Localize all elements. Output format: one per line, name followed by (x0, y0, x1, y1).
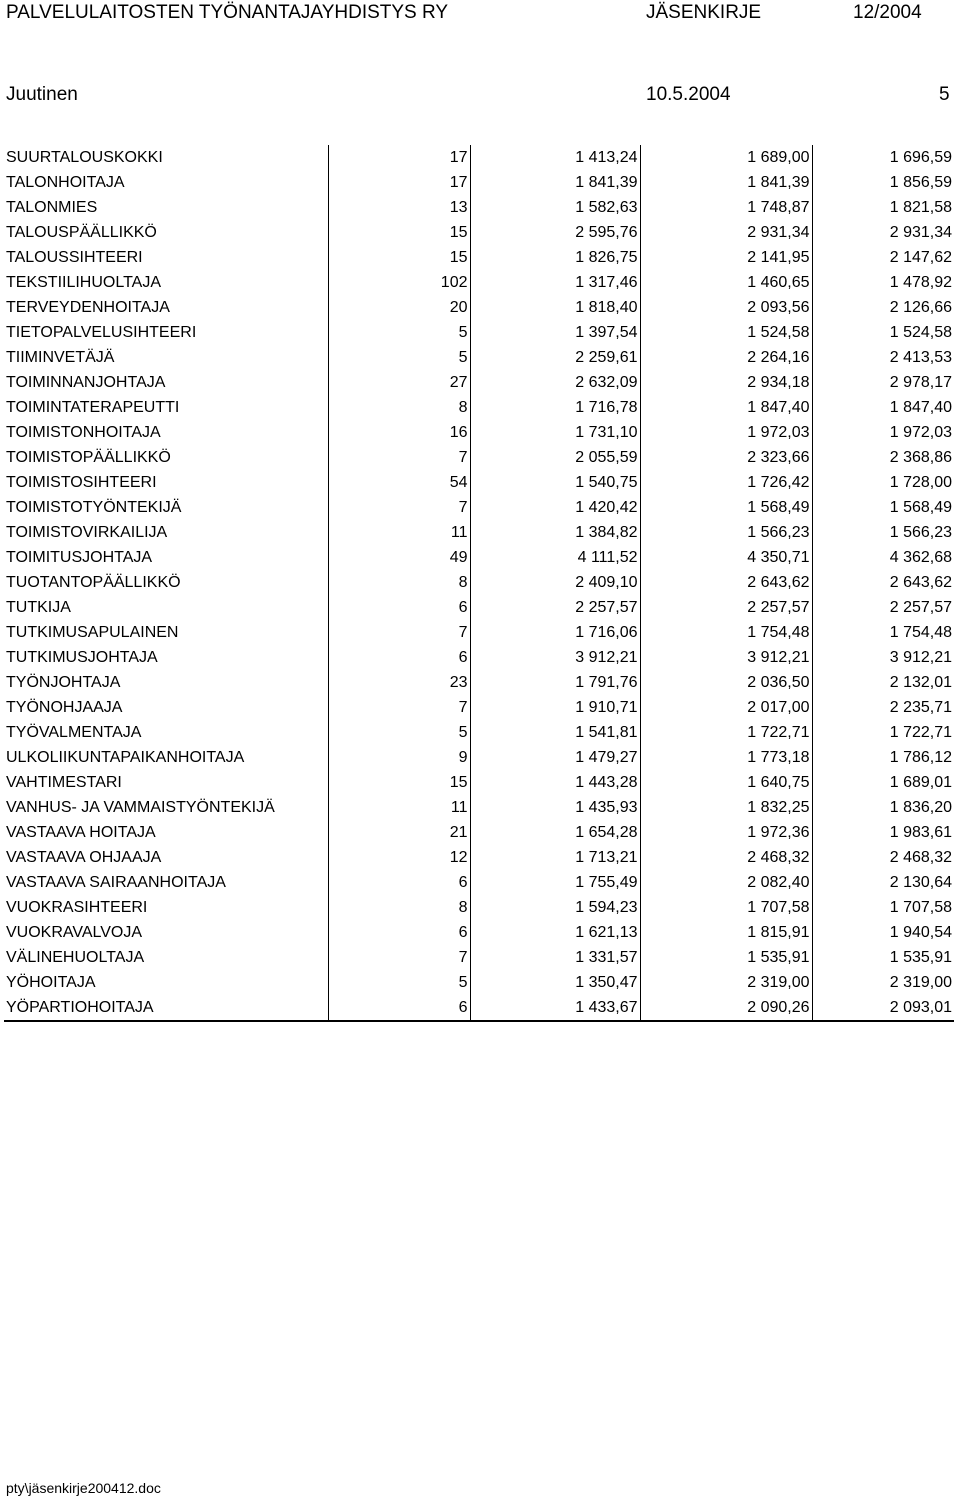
table-row (4, 220, 954, 245)
employee-count-cell: 5 (328, 320, 470, 345)
page-number: 5 (939, 84, 950, 105)
salary-value-2-cell: 1 689,00 (640, 145, 812, 170)
table-row (4, 345, 954, 370)
employee-count-cell: 15 (328, 770, 470, 795)
employee-count-cell: 12 (328, 845, 470, 870)
employee-count-cell: 17 (328, 170, 470, 195)
salary-value-3-cell: 1 707,58 (812, 895, 954, 920)
salary-value-3-cell: 2 126,66 (812, 295, 954, 320)
salary-value-3-cell: 2 130,64 (812, 870, 954, 895)
table-row (4, 870, 954, 895)
table-row (4, 370, 954, 395)
job-title-cell: VÄLINEHUOLTAJA (6, 949, 145, 966)
job-title-cell: TOIMISTONHOITAJA (6, 424, 161, 441)
salary-value-2-cell: 2 643,62 (640, 570, 812, 595)
header-organization: PALVELULAITOSTEN TYÖNANTAJAYHDISTYS RY (6, 2, 449, 23)
salary-value-2-cell: 1 972,03 (640, 420, 812, 445)
salary-value-3-cell: 1 940,54 (812, 920, 954, 945)
job-title-cell: TUTKIMUSJOHTAJA (6, 649, 158, 666)
salary-value-1-cell: 1 384,82 (470, 520, 640, 545)
salary-value-1-cell: 2 632,09 (470, 370, 640, 395)
salary-value-2-cell: 1 726,42 (640, 470, 812, 495)
salary-value-3-cell: 1 478,92 (812, 270, 954, 295)
salary-value-3-cell: 1 786,12 (812, 745, 954, 770)
salary-value-2-cell: 2 141,95 (640, 245, 812, 270)
salary-table-body (4, 145, 954, 1021)
employee-count-cell: 17 (328, 145, 470, 170)
salary-value-3-cell: 1 856,59 (812, 170, 954, 195)
employee-count-cell: 8 (328, 570, 470, 595)
job-title-cell: YÖHOITAJA (6, 974, 96, 991)
table-row (4, 670, 954, 695)
salary-value-2-cell: 2 093,56 (640, 295, 812, 320)
salary-value-3-cell: 2 413,53 (812, 345, 954, 370)
job-title-cell: TALOUSPÄÄLLIKKÖ (6, 224, 157, 241)
job-title-cell: VASTAAVA SAIRAANHOITAJA (6, 874, 226, 891)
header-document-number: 12/2004 (853, 2, 922, 23)
salary-value-3-cell: 2 643,62 (812, 570, 954, 595)
employee-count-cell: 102 (328, 270, 470, 295)
salary-value-1-cell: 1 331,57 (470, 945, 640, 970)
salary-value-2-cell: 1 460,65 (640, 270, 812, 295)
footer-filename: pty\jäsenkirje200412.doc (6, 1480, 161, 1496)
salary-value-1-cell: 1 540,75 (470, 470, 640, 495)
table-row (4, 295, 954, 320)
salary-value-3-cell: 1 728,00 (812, 470, 954, 495)
salary-value-2-cell: 2 468,32 (640, 845, 812, 870)
table-row (4, 270, 954, 295)
salary-value-1-cell: 1 713,21 (470, 845, 640, 870)
subheader-date: 10.5.2004 (646, 84, 731, 105)
employee-count-cell: 7 (328, 445, 470, 470)
table-row (4, 770, 954, 795)
job-title-cell: YÖPARTIOHOITAJA (4, 995, 328, 1021)
salary-value-3-cell: 1 972,03 (812, 420, 954, 445)
job-title-cell: VAHTIMESTARI (6, 774, 122, 791)
employee-count-cell: 9 (328, 745, 470, 770)
salary-value-3-cell: 1 821,58 (812, 195, 954, 220)
salary-value-1-cell: 1 594,23 (470, 895, 640, 920)
salary-value-3-cell: 2 257,57 (812, 595, 954, 620)
job-title-cell: VUOKRAVALVOJA (6, 924, 143, 941)
table-row (4, 620, 954, 645)
table-row (4, 495, 954, 520)
salary-value-2-cell: 2 017,00 (640, 695, 812, 720)
job-title-cell: VANHUS- JA VAMMAISTYÖNTEKIJÄ (6, 799, 275, 816)
employee-count-cell: 49 (328, 545, 470, 570)
table-row (4, 320, 954, 345)
salary-value-3-cell: 1 847,40 (812, 395, 954, 420)
table-row (4, 745, 954, 770)
salary-value-2-cell: 1 832,25 (640, 795, 812, 820)
table-row (4, 420, 954, 445)
salary-value-1-cell: 4 111,52 (470, 545, 640, 570)
salary-value-3-cell: 1 722,71 (812, 720, 954, 745)
table-row (4, 595, 954, 620)
salary-value-3-cell: 4 362,68 (812, 545, 954, 570)
salary-value-1-cell: 1 443,28 (470, 770, 640, 795)
table-row (4, 970, 954, 995)
salary-value-3-cell: 1 836,20 (812, 795, 954, 820)
salary-value-2-cell: 1 841,39 (640, 170, 812, 195)
table-row (4, 520, 954, 545)
salary-value-1-cell: 1 841,39 (470, 170, 640, 195)
table-row (4, 695, 954, 720)
salary-value-2-cell: 2 082,40 (640, 870, 812, 895)
salary-value-1-cell: 1 731,10 (470, 420, 640, 445)
table-row (4, 720, 954, 745)
salary-value-3-cell: 2 319,00 (812, 970, 954, 995)
employee-count-cell: 5 (328, 970, 470, 995)
table-row (4, 920, 954, 945)
salary-value-3-cell: 1 524,58 (812, 320, 954, 345)
job-title-cell: TALONMIES (6, 199, 98, 216)
table-row (4, 795, 954, 820)
table-row (4, 645, 954, 670)
job-title-cell: VASTAAVA OHJAAJA (6, 849, 162, 866)
salary-value-3-cell: 1 689,01 (812, 770, 954, 795)
salary-value-2-cell: 2 934,18 (640, 370, 812, 395)
salary-value-1-cell: 1 621,13 (470, 920, 640, 945)
salary-value-1-cell: 1 716,06 (470, 620, 640, 645)
salary-value-1-cell: 3 912,21 (470, 645, 640, 670)
table-row (4, 395, 954, 420)
employee-count-cell: 27 (328, 370, 470, 395)
table-row (4, 995, 954, 1021)
job-title-cell: TOIMISTOSIHTEERI (6, 474, 157, 491)
job-title-cell: TUTKIJA (6, 599, 71, 616)
employee-count-cell: 54 (328, 470, 470, 495)
job-title-cell: TERVEYDENHOITAJA (6, 299, 170, 316)
job-title-cell: TYÖVALMENTAJA (6, 724, 142, 741)
salary-value-2-cell: 2 036,50 (640, 670, 812, 695)
salary-value-3-cell: 2 132,01 (812, 670, 954, 695)
employee-count-cell: 7 (328, 945, 470, 970)
salary-value-1-cell: 1 317,46 (470, 270, 640, 295)
employee-count-cell: 15 (328, 220, 470, 245)
salary-value-2-cell: 1 566,23 (640, 520, 812, 545)
salary-value-1-cell: 2 409,10 (470, 570, 640, 595)
table-row (4, 195, 954, 220)
employee-count-cell: 20 (328, 295, 470, 320)
salary-value-2-cell: 1 707,58 (640, 895, 812, 920)
employee-count-cell: 11 (328, 520, 470, 545)
salary-value-2-cell: 1 535,91 (640, 945, 812, 970)
job-title-cell: TOIMITUSJOHTAJA (6, 549, 153, 566)
employee-count-cell: 6 (328, 595, 470, 620)
salary-value-1-cell: 1 413,24 (470, 145, 640, 170)
salary-value-2-cell: 3 912,21 (640, 645, 812, 670)
salary-value-1-cell: 1 755,49 (470, 870, 640, 895)
salary-value-2-cell: 1 640,75 (640, 770, 812, 795)
salary-value-2-cell: 2 090,26 (640, 995, 812, 1021)
table-row (4, 570, 954, 595)
employee-count-cell: 8 (328, 895, 470, 920)
salary-value-2-cell: 2 319,00 (640, 970, 812, 995)
job-title-cell: TUOTANTOPÄÄLLIKKÖ (6, 574, 181, 591)
job-title-cell: TOIMISTOVIRKAILIJA (6, 524, 168, 541)
salary-value-1-cell: 2 055,59 (470, 445, 640, 470)
job-title-cell: TALOUSSIHTEERI (6, 249, 143, 266)
salary-value-3-cell: 1 754,48 (812, 620, 954, 645)
salary-value-3-cell: 1 983,61 (812, 820, 954, 845)
job-title-cell: TOIMINTATERAPEUTTI (6, 399, 180, 416)
job-title-cell: VASTAAVA HOITAJA (6, 824, 156, 841)
employee-count-cell: 6 (328, 920, 470, 945)
job-title-cell: TYÖNJOHTAJA (6, 674, 121, 691)
job-title-cell: ULKOLIIKUNTAPAIKANHOITAJA (6, 749, 245, 766)
employee-count-cell: 6 (328, 995, 470, 1021)
employee-count-cell: 23 (328, 670, 470, 695)
table-row (4, 895, 954, 920)
salary-value-1-cell: 1 435,93 (470, 795, 640, 820)
salary-value-2-cell: 1 754,48 (640, 620, 812, 645)
salary-value-1-cell: 1 350,47 (470, 970, 640, 995)
salary-value-1-cell: 2 595,76 (470, 220, 640, 245)
job-title-cell: VUOKRASIHTEERI (6, 899, 148, 916)
salary-value-2-cell: 2 931,34 (640, 220, 812, 245)
employee-count-cell: 7 (328, 620, 470, 645)
job-title-cell: TUTKIMUSAPULAINEN (6, 624, 179, 641)
salary-value-2-cell: 1 815,91 (640, 920, 812, 945)
employee-count-cell: 6 (328, 645, 470, 670)
salary-value-3-cell: 2 368,86 (812, 445, 954, 470)
table-row (4, 845, 954, 870)
salary-value-1-cell: 1 654,28 (470, 820, 640, 845)
salary-value-3-cell: 2 468,32 (812, 845, 954, 870)
employee-count-cell: 5 (328, 345, 470, 370)
salary-value-1-cell: 2 259,61 (470, 345, 640, 370)
salary-value-3-cell: 2 978,17 (812, 370, 954, 395)
salary-value-2-cell: 4 350,71 (640, 545, 812, 570)
salary-value-2-cell: 1 524,58 (640, 320, 812, 345)
table-row (4, 945, 954, 970)
salary-value-3-cell: 2 093,01 (812, 995, 954, 1021)
subheader-month: Juutinen (6, 84, 78, 105)
salary-value-3-cell: 3 912,21 (812, 645, 954, 670)
salary-value-3-cell: 2 147,62 (812, 245, 954, 270)
employee-count-cell: 5 (328, 720, 470, 745)
salary-value-3-cell: 2 931,34 (812, 220, 954, 245)
employee-count-cell: 15 (328, 245, 470, 270)
job-title-cell: TIIMINVETÄJÄ (6, 349, 115, 366)
salary-value-3-cell: 1 696,59 (812, 145, 954, 170)
salary-value-1-cell: 1 433,67 (470, 995, 640, 1021)
salary-value-1-cell: 1 826,75 (470, 245, 640, 270)
employee-count-cell: 16 (328, 420, 470, 445)
salary-value-1-cell: 1 818,40 (470, 295, 640, 320)
job-title-cell: TYÖNOHJAAJA (6, 699, 123, 716)
header-document-type: JÄSENKIRJE (646, 2, 762, 23)
employee-count-cell: 6 (328, 870, 470, 895)
salary-value-2-cell: 1 847,40 (640, 395, 812, 420)
salary-value-1-cell: 1 479,27 (470, 745, 640, 770)
job-title-cell: TOIMINNANJOHTAJA (6, 374, 166, 391)
employee-count-cell: 7 (328, 495, 470, 520)
employee-count-cell: 11 (328, 795, 470, 820)
salary-value-3-cell: 1 535,91 (812, 945, 954, 970)
job-title-cell: TALONHOITAJA (6, 174, 125, 191)
table-row (4, 245, 954, 270)
job-title-cell: TOIMISTOPÄÄLLIKKÖ (6, 449, 171, 466)
table-row (4, 545, 954, 570)
job-title-cell: TOIMISTOTYÖNTEKIJÄ (6, 499, 182, 516)
salary-value-1-cell: 1 791,76 (470, 670, 640, 695)
salary-value-2-cell: 2 257,57 (640, 595, 812, 620)
table-row (4, 470, 954, 495)
salary-value-3-cell: 1 566,23 (812, 520, 954, 545)
salary-value-1-cell: 1 716,78 (470, 395, 640, 420)
salary-value-2-cell: 2 264,16 (640, 345, 812, 370)
salary-value-1-cell: 2 257,57 (470, 595, 640, 620)
salary-value-2-cell: 1 773,18 (640, 745, 812, 770)
table-row (4, 145, 954, 170)
salary-value-2-cell: 1 748,87 (640, 195, 812, 220)
job-title-cell: TIETOPALVELUSIHTEERI (6, 324, 197, 341)
job-title-cell: SUURTALOUSKOKKI (6, 149, 163, 166)
job-title-cell: TEKSTIILIHUOLTAJA (6, 274, 161, 291)
salary-value-1-cell: 1 420,42 (470, 495, 640, 520)
salary-value-2-cell: 1 568,49 (640, 495, 812, 520)
employee-count-cell: 7 (328, 695, 470, 720)
salary-value-2-cell: 1 722,71 (640, 720, 812, 745)
salary-value-3-cell: 2 235,71 (812, 695, 954, 720)
employee-count-cell: 8 (328, 395, 470, 420)
table-row (4, 445, 954, 470)
salary-table (4, 145, 954, 1022)
salary-value-1-cell: 1 582,63 (470, 195, 640, 220)
table-row (4, 170, 954, 195)
employee-count-cell: 21 (328, 820, 470, 845)
salary-value-1-cell: 1 397,54 (470, 320, 640, 345)
table-row (4, 820, 954, 845)
salary-value-1-cell: 1 541,81 (470, 720, 640, 745)
salary-value-1-cell: 1 910,71 (470, 695, 640, 720)
salary-value-3-cell: 1 568,49 (812, 495, 954, 520)
salary-value-2-cell: 1 972,36 (640, 820, 812, 845)
employee-count-cell: 13 (328, 195, 470, 220)
salary-value-2-cell: 2 323,66 (640, 445, 812, 470)
